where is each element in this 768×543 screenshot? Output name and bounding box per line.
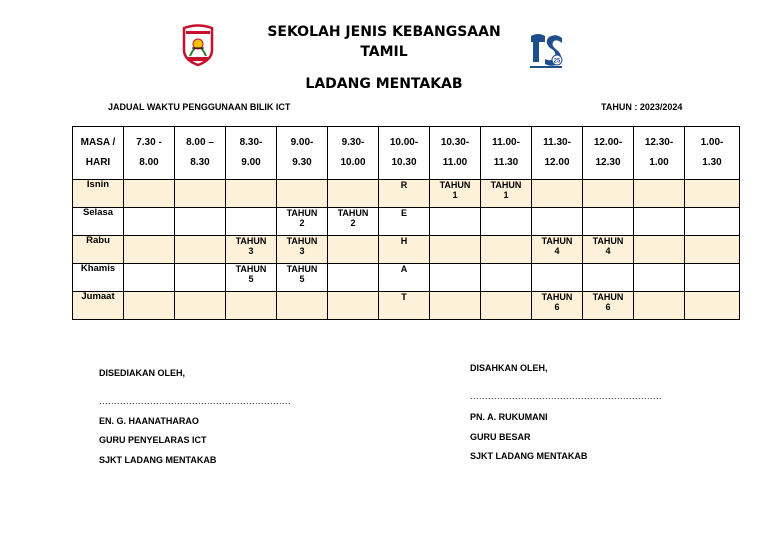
cell-line-2: 3 [299,246,305,256]
year-value: 2023/2024 [639,102,683,112]
timetable-cell [379,236,430,264]
slot-start: 12.30- [644,137,674,148]
slot-start: 11.00- [492,137,520,148]
timetable-cell [583,180,634,208]
document-title: JADUAL WAKTU PENGGUNAAN BILIK ICT [108,102,291,112]
timetable-cell [583,264,634,292]
slot-end: 8.00 [139,157,159,168]
cell-line-1: TAHUN [286,264,318,274]
corner-header-cell [73,127,124,180]
slot-start: 10.00- [389,137,419,148]
timetable-cell [379,264,430,292]
slot-end: 10.00 [340,157,366,168]
timetable-cell [124,180,175,208]
time-slot-header [226,127,277,180]
slot-end: 12.30 [595,157,621,168]
timetable-cell [328,264,379,292]
slot-end: 12.00 [544,157,570,168]
timetable-cell [685,180,740,208]
timetable-cell [124,208,175,236]
timetable-cell [328,236,379,264]
cell-line-1: TAHUN [541,236,573,246]
cell-line-1: A [400,264,408,274]
time-slot-header [277,127,328,180]
prepared-by-title: GURU PENYELARAS ICT [99,435,207,445]
prepared-by-heading: DISEDIAKAN OLEH, [99,368,186,378]
timetable-cell [328,292,379,320]
timetable-cell [634,264,685,292]
timetable-cell [532,292,583,320]
timetable-cell [634,236,685,264]
school-name-line3: LADANG MENTAKAB [305,76,463,92]
day-name-cell: Selasa [73,208,124,236]
timetable-row [73,208,740,236]
timetable-cell [175,180,226,208]
slot-end: 9.30 [292,157,312,168]
cell-line-1: TAHUN [439,180,471,190]
timetable-cell [685,208,740,236]
timetable-cell [685,292,740,320]
timetable-cell [481,180,532,208]
timetable-cell [175,208,226,236]
slot-start: 9.00- [290,137,314,148]
cell-line-1: TAHUN [286,236,318,246]
timetable-cell [175,236,226,264]
timetable-cell [124,264,175,292]
cell-line-2: 4 [554,246,560,256]
timetable-cell [328,208,379,236]
corner-bottom: HARI [85,157,111,168]
timetable-cell [430,208,481,236]
timetable-cell [226,292,277,320]
timetable-cell [634,180,685,208]
timetable-row [73,264,740,292]
timetable-cell [175,264,226,292]
logo-number: 25 [553,58,561,65]
cell-line-1: E [400,208,407,218]
timetable-cell [379,292,430,320]
slot-end: 9.00 [241,157,261,168]
slot-start: 9.30- [341,137,365,148]
prepared-by-school: SJKT LADANG MENTAKAB [99,455,217,465]
day-name-cell: Isnin [73,180,124,208]
cell-line-1: TAHUN [541,292,573,302]
slot-start: 8.00 – [186,137,214,148]
slot-start: 7.30 - [136,137,162,148]
timetable-cell [481,264,532,292]
timetable-cell [430,264,481,292]
timetable-cell [379,180,430,208]
cell-line-1: TAHUN [592,292,624,302]
time-slot-header [379,127,430,180]
approved-by-title: GURU BESAR [470,432,531,442]
slot-start: 12.00- [593,137,623,148]
cell-line-2: 5 [248,274,254,284]
timetable-cell [379,208,430,236]
time-slot-header [685,127,740,180]
timetable-row [73,236,740,264]
approved-by-heading: DISAHKAN OLEH, [470,363,548,373]
cell-line-2: 2 [299,218,305,228]
timetable-cell [226,180,277,208]
timetable-cell [277,292,328,320]
timetable-cell [226,236,277,264]
timetable-row [73,180,740,208]
school-name-line2: TAMIL [360,44,408,60]
timetable-cell [430,292,481,320]
time-slot-header [124,127,175,180]
cell-line-2: 4 [605,246,611,256]
approved-by-name: PN. A. RUKUMANI [470,412,548,422]
timetable-cell [430,180,481,208]
slot-end: 10.30 [391,157,417,168]
cell-line-2: 6 [605,302,611,312]
cell-line-2: 1 [503,190,509,200]
timetable-cell [532,264,583,292]
timetable-cell [277,208,328,236]
cell-line-1: TAHUN [235,264,267,274]
timetable-cell [277,264,328,292]
time-slot-header [634,127,685,180]
cell-line-2: 5 [299,274,305,284]
cell-line-2: 3 [248,246,254,256]
timetable-cell [481,236,532,264]
slot-start: 8.30- [239,137,263,148]
cell-line-1: R [400,180,408,190]
timetable-cell [124,236,175,264]
cell-line-1: TAHUN [286,208,318,218]
cell-line-1: TAHUN [592,236,624,246]
day-name-cell: Khamis [73,264,124,292]
timetable-cell [634,292,685,320]
cell-line-2: 1 [452,190,458,200]
day-name-cell: Jumaat [73,292,124,320]
timetable-cell [532,208,583,236]
timetable-cell [277,236,328,264]
timetable-row [73,292,740,320]
timetable-cell [685,264,740,292]
timetable-cell [685,236,740,264]
approved-by-signature-line: ................................................................ [470,391,663,401]
timetable-cell [124,292,175,320]
timetable-cell [532,180,583,208]
academic-year [601,102,682,112]
cell-line-1: TAHUN [235,236,267,246]
corner-top: MASA / [80,137,116,148]
slot-end: 11.00 [442,157,468,168]
timetable-cell [583,292,634,320]
slot-start: 1.00- [700,137,724,148]
timetable-cell [175,292,226,320]
cell-line-1: TAHUN [490,180,522,190]
timetable-cell [277,180,328,208]
header-row [73,127,740,180]
slot-end: 11.30 [493,157,519,168]
slot-start: 11.30- [543,137,571,148]
time-slot-header [328,127,379,180]
cell-line-1: T [401,292,407,302]
slot-start: 10.30- [440,137,470,148]
prepared-by-name: EN. G. HAANATHARAO [99,416,199,426]
slot-end: 1.00 [649,157,669,168]
time-slot-header [175,127,226,180]
time-slot-header [430,127,481,180]
time-slot-header [532,127,583,180]
timetable-cell [481,208,532,236]
day-name-cell: Rabu [73,236,124,264]
timetable-cell [634,208,685,236]
timetable-cell [226,264,277,292]
cell-line-2: 2 [350,218,356,228]
slot-end: 8.30 [190,157,210,168]
timetable-cell [430,236,481,264]
timetable-cell [583,236,634,264]
timetable-cell [328,180,379,208]
cell-line-1: TAHUN [337,208,369,218]
prepared-by-signature-line: ................................................................ [99,396,292,406]
school-name-line1: SEKOLAH JENIS KEBANGSAAN [267,24,501,40]
approved-by-school: SJKT LADANG MENTAKAB [470,451,588,461]
timetable-cell [532,236,583,264]
cell-line-1: H [400,236,408,246]
time-slot-header [583,127,634,180]
time-slot-header [481,127,532,180]
cell-line-2: 6 [554,302,560,312]
ict-room-timetable [72,126,740,320]
timetable-cell [226,208,277,236]
slot-end: 1.30 [702,157,722,168]
timetable-cell [583,208,634,236]
year-label: TAHUN : [601,102,640,112]
timetable-cell [481,292,532,320]
